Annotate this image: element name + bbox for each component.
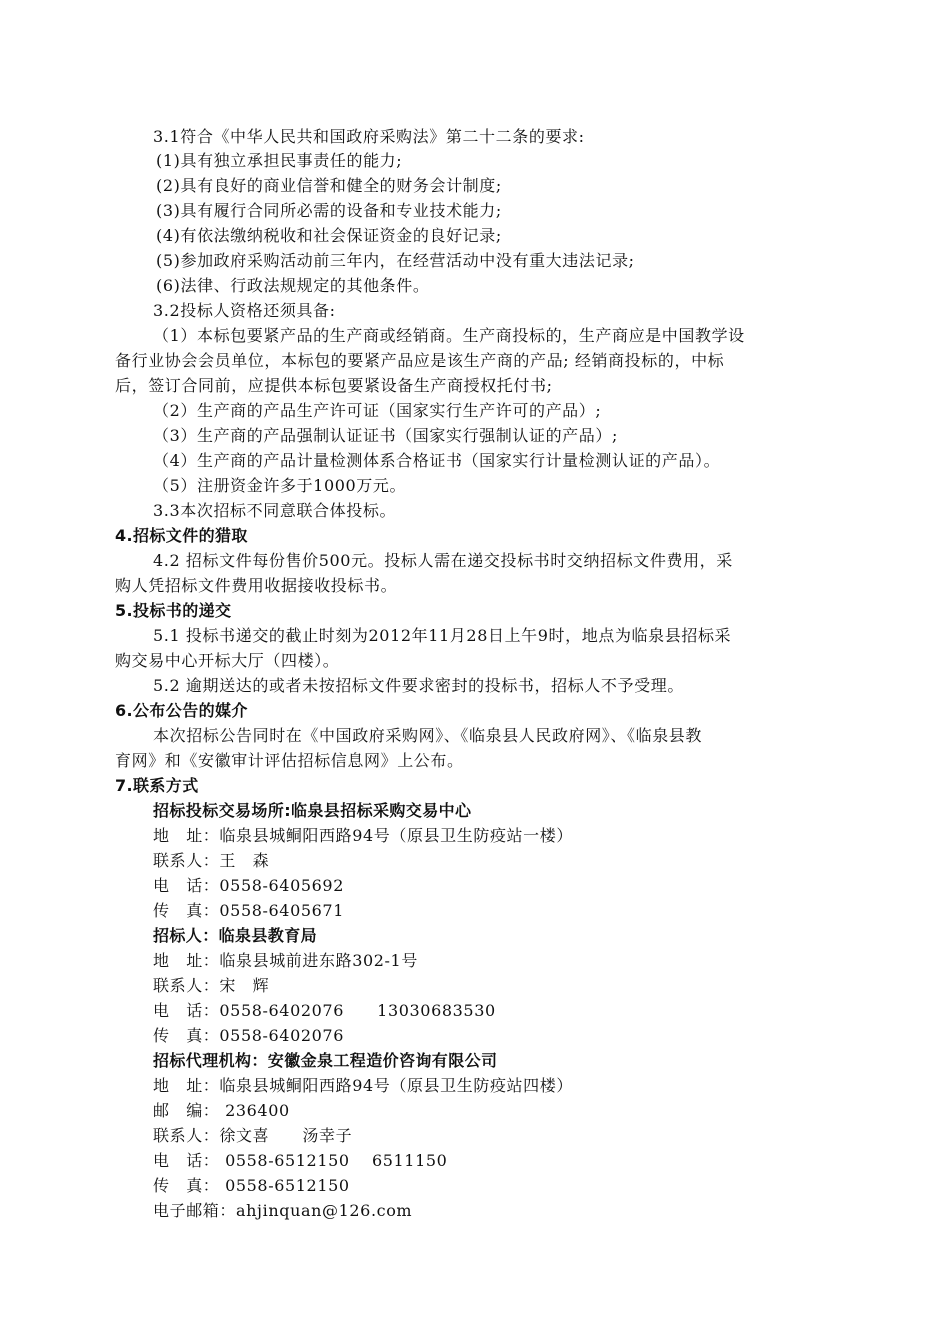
text-line: 传 真：0558-6402076 <box>153 1026 344 1045</box>
text-line: 后，签订合同前，应提供本标包要紧设备生产商授权托付书; <box>115 376 553 395</box>
text-line: (1)具有独立承担民事责任的能力; <box>156 151 403 170</box>
text-line: 地 址：临泉县城鲖阳西路94号（原县卫生防疫站四楼） <box>153 1076 573 1095</box>
text-line: 联系人：王 森 <box>153 851 270 870</box>
text-line: 邮 编： 236400 <box>153 1101 290 1120</box>
section-heading: 7.联系方式 <box>115 776 199 795</box>
text-line: (5)参加政府采购活动前三年内，在经营活动中没有重大违法记录; <box>156 251 635 270</box>
section-heading: 5.投标书的递交 <box>115 601 232 620</box>
text-line: 电 话：0558-6405692 <box>153 876 344 895</box>
text-line: （4）生产商的产品计量检测体系合格证书（国家实行计量检测认证的产品）。 <box>153 451 721 470</box>
text-line: 地 址：临泉县城前进东路302-1号 <box>153 951 418 970</box>
contact-heading: 招标投标交易场所:临泉县招标采购交易中心 <box>153 801 472 820</box>
text-line: 传 真： 0558-6512150 <box>153 1176 350 1195</box>
text-line: 5.2 逾期送达的或者未按招标文件要求密封的投标书，招标人不予受理。 <box>153 676 684 695</box>
text-line: (2)具有良好的商业信誉和健全的财务会计制度; <box>156 176 502 195</box>
text-line: 购交易中心开标大厅（四楼）。 <box>115 651 340 670</box>
text-line: 3.1符合《中华人民共和国政府采购法》第二十二条的要求: <box>153 127 585 146</box>
text-line: 5.1 投标书递交的截止时刻为2012年11月28日上午9时，地点为临泉县招标采 <box>153 626 732 645</box>
text-line: 购人凭招标文件费用收据接收投标书。 <box>115 576 398 595</box>
text-line: 传 真：0558-6405671 <box>153 901 344 920</box>
text-line: 联系人：徐文喜 汤幸子 <box>153 1126 353 1145</box>
text-line: （1）本标包要紧产品的生产商或经销商。生产商投标的，生产商应是中国教学设 <box>153 326 745 345</box>
section-heading: 4.招标文件的猎取 <box>115 526 248 545</box>
section-heading: 6.公布公告的媒介 <box>115 701 248 720</box>
text-line: 电 话：0558-6402076 13030683530 <box>153 1001 496 1020</box>
email-line: 电子邮箱：ahjinquan@126.com <box>153 1201 413 1220</box>
text-line: （2）生产商的产品生产许可证（国家实行生产许可的产品）; <box>153 401 602 420</box>
text-line: 电 话： 0558-6512150 6511150 <box>153 1151 448 1170</box>
text-line: （5）注册资金许多于1000万元。 <box>153 476 407 495</box>
text-line: 3.3本次招标不同意联合体投标。 <box>153 501 397 520</box>
text-line: 3.2投标人资格还须具备: <box>153 301 336 320</box>
text-line: 备行业协会会员单位，本标包的要紧产品应是该生产商的产品; 经销商投标的，中标 <box>115 351 725 370</box>
text-line: （3）生产商的产品强制认证证书（国家实行强制认证的产品）; <box>153 426 618 445</box>
text-line: 联系人：宋 辉 <box>153 976 270 995</box>
text-line: 地 址：临泉县城鲖阳西路94号（原县卫生防疫站一楼） <box>153 826 573 845</box>
text-line: 4.2 招标文件每份售价500元。投标人需在递交投标书时交纳招标文件费用，采 <box>153 551 733 570</box>
text-line: (4)有依法缴纳税收和社会保证资金的良好记录; <box>156 226 502 245</box>
contact-heading: 招标代理机构：安徽金泉工程造价咨询有限公司 <box>153 1051 498 1070</box>
text-line: 育网》和《安徽审计评估招标信息网》上公布。 <box>115 751 464 770</box>
text-line: 本次招标公告同时在《中国政府采购网》、《临泉县人民政府网》、《临泉县教 <box>153 726 703 745</box>
contact-heading: 招标人：临泉县教育局 <box>153 926 318 945</box>
text-line: (3)具有履行合同所必需的设备和专业技术能力; <box>156 201 502 220</box>
text-line: (6)法律、行政法规规定的其他条件。 <box>156 276 430 295</box>
